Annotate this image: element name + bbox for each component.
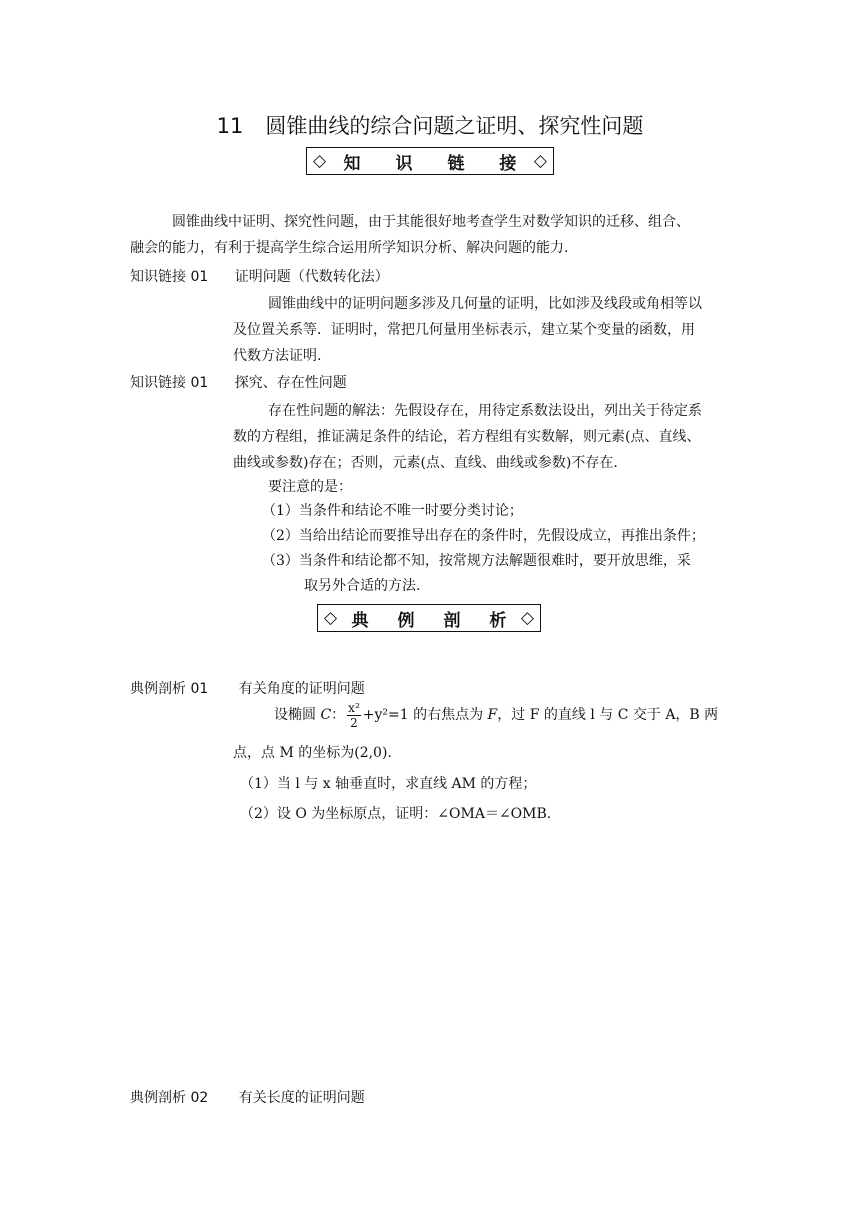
k1-line: 圆锥曲线中的证明问题多涉及几何量的证明，比如涉及线段或角相等以 [268, 296, 702, 312]
question-var: F [487, 707, 498, 723]
section-char: 接 [499, 153, 517, 174]
page-title [0, 110, 860, 140]
example-part-1: （1）当 l 与 x 轴垂直时，求直线 AM 的方程； [240, 776, 537, 792]
diamond-icon: ◇ [520, 608, 534, 628]
example-subtitle: 有关长度的证明问题 [238, 1090, 365, 1106]
example-question-line2: 点，点 M 的坐标为(2,0). [233, 745, 392, 761]
k2-line: 存在性问题的解法：先假设存在，用待定系数法设出，列出关于待定系 [268, 403, 702, 419]
knowledge-subtitle: 探究、存在性问题 [234, 375, 347, 391]
k1-line: 及位置关系等．证明时，常把几何量用坐标表示，建立某个变量的函数，用 [233, 322, 695, 338]
question-text: 设椭圆 [274, 707, 321, 723]
k2-item-continued: 取另外合适的方法. [304, 578, 421, 594]
intro-line: 融会的能力，有利于提高学生综合运用所学知识分析、解决问题的能力. [130, 240, 569, 256]
k2-item: （3）当条件和结论都不知，按常规方法解题很难时，要开放思维，采 [262, 553, 691, 569]
knowledge-label: 知识链接 01 [130, 375, 209, 391]
example-question [274, 698, 718, 732]
example-heading-2 [130, 1087, 365, 1107]
diamond-icon: ◇ [324, 608, 338, 628]
diamond-icon: ◇ [313, 151, 327, 171]
example-label: 典例剖析 02 [130, 1090, 209, 1106]
section-header-examples [317, 604, 541, 632]
k1-line: 代数方法证明. [233, 348, 322, 364]
question-text: ，过 F 的直线 l 与 C 交于 A，B 两 [497, 707, 719, 723]
section-char: 典 [351, 610, 369, 631]
knowledge-heading-1 [130, 266, 389, 286]
section-char: 识 [395, 153, 413, 174]
k2-line: 数的方程组，推证满足条件的结论，若方程组有实数解，则元素(点、直线、 [233, 429, 701, 445]
k2-line: 曲线或参数)存在；否则，元素(点、直线、曲线或参数)不存在. [233, 455, 618, 471]
question-text: ： [331, 707, 346, 723]
question-var: C [320, 707, 332, 723]
knowledge-label: 知识链接 01 [130, 269, 209, 285]
fraction [347, 701, 361, 730]
example-subtitle: 有关角度的证明问题 [238, 681, 365, 697]
k2-note: 要注意的是： [268, 479, 352, 495]
knowledge-heading-2 [130, 372, 347, 392]
title-text: 圆锥曲线的综合问题之证明、探究性问题 [265, 114, 644, 138]
question-text: +y²=1 的右焦点为 [362, 707, 488, 723]
fraction-numerator: x² [348, 700, 360, 715]
example-label: 典例剖析 01 [130, 681, 209, 697]
intro-line: 圆锥曲线中证明、探究性问题，由于其能很好地考查学生对数学知识的迁移、组合、 [172, 214, 690, 230]
section-char: 例 [397, 610, 415, 631]
k2-item: （2）当给出结论而要推导出存在的条件时，先假设成立，再推出条件； [262, 528, 705, 544]
example-heading-1 [130, 678, 365, 698]
section-char: 链 [447, 153, 465, 174]
section-header-knowledge [306, 147, 554, 175]
fraction-denominator: 2 [350, 715, 358, 730]
section-char: 析 [489, 610, 507, 631]
section-char: 剖 [443, 610, 461, 631]
section-char: 知 [343, 153, 361, 174]
diamond-icon: ◇ [533, 151, 547, 171]
example-part-2: （2）设 O 为坐标原点，证明：∠OMA＝∠OMB. [240, 806, 552, 822]
knowledge-subtitle: 证明问题（代数转化法） [234, 269, 389, 285]
k2-item: （1）当条件和结论不唯一时要分类讨论； [262, 503, 523, 519]
title-number: 11 [216, 114, 244, 138]
